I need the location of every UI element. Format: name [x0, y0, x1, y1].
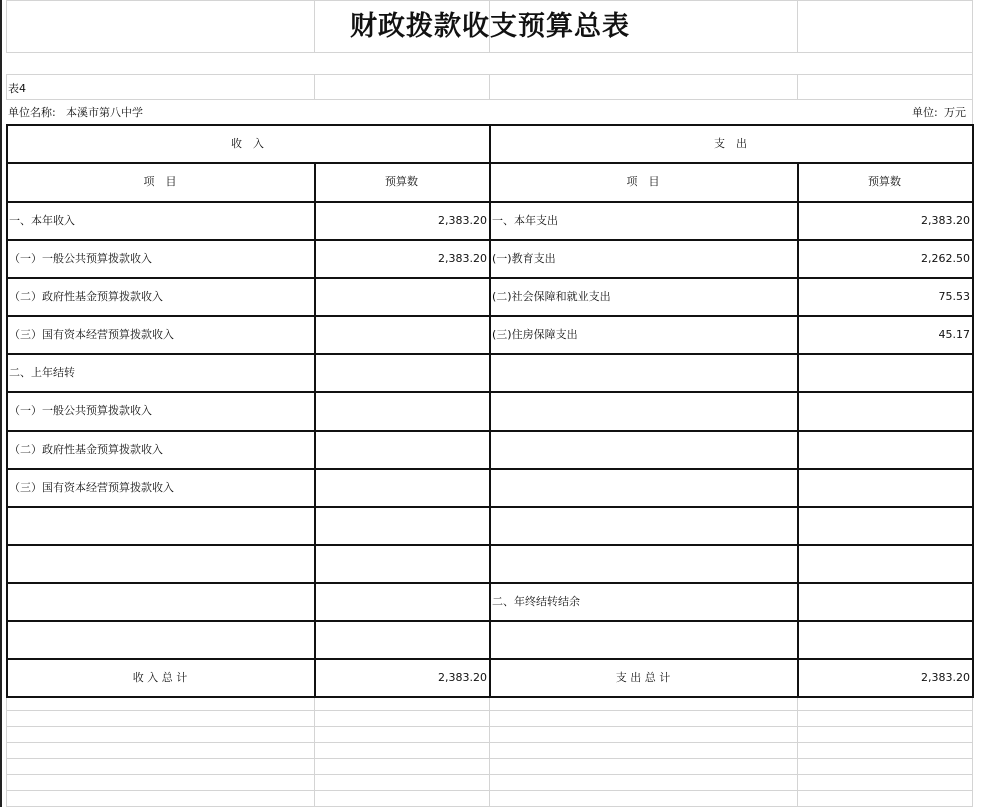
table-border-v [489, 124, 491, 698]
expense-value-cell: 2,262.50 [921, 252, 970, 265]
unit-label: 单位: [912, 106, 938, 119]
expense-item-cell: 二、年终结转结余 [492, 595, 580, 608]
sheet-left-edge [0, 0, 2, 807]
grid-line-v [6, 697, 7, 807]
income-item-header: 项 目 [143, 175, 177, 188]
expense-item-cell: (一)教育支出 [492, 252, 556, 265]
income-section-header: 收 入 [231, 137, 264, 150]
grid-line-v [314, 697, 315, 807]
income-total-label: 收 入 总 计 [132, 671, 188, 684]
expense-item-header: 项 目 [626, 175, 660, 188]
income-value-cell: 2,383.20 [438, 214, 487, 227]
grid-line-v [489, 74, 490, 99]
income-item-cell: 一、本年收入 [9, 214, 75, 227]
expense-item-cell: 一、本年支出 [492, 214, 558, 227]
expense-value-cell: 2,383.20 [921, 214, 970, 227]
table-border-v [972, 124, 974, 698]
table-border-v [797, 162, 799, 698]
grid-line-h [6, 99, 972, 100]
income-total-value: 2,383.20 [438, 671, 487, 684]
expense-value-cell: 45.17 [938, 328, 970, 341]
grid-line-v [797, 697, 798, 807]
expense-item-cell: (三)住房保障支出 [492, 328, 578, 341]
income-item-cell: （一）一般公共预算拨款收入 [9, 404, 152, 417]
unit-value: 万元 [944, 106, 966, 119]
grid-line-v [797, 74, 798, 99]
grid-line-h [6, 52, 972, 53]
grid-line-v [489, 697, 490, 807]
grid-line-v [314, 74, 315, 99]
income-item-cell: （二）政府性基金预算拨款收入 [9, 443, 163, 456]
page-title: 财政拨款收支预算总表 [350, 11, 630, 42]
expense-item-cell: (二)社会保障和就业支出 [492, 290, 611, 303]
expense-total-value: 2,383.20 [921, 671, 970, 684]
income-item-cell: （一）一般公共预算拨款收入 [9, 252, 152, 265]
income-budget-header: 预算数 [385, 175, 418, 188]
income-item-cell: （二）政府性基金预算拨款收入 [9, 290, 163, 303]
unit-name-value: 本溪市第八中学 [66, 106, 143, 119]
expense-total-label: 支 出 总 计 [615, 671, 671, 684]
income-item-cell: （三）国有资本经营预算拨款收入 [9, 328, 174, 341]
income-value-cell: 2,383.20 [438, 252, 487, 265]
income-item-cell: （三）国有资本经营预算拨款收入 [9, 481, 174, 494]
unit-name-label: 单位名称: [8, 106, 56, 119]
table-border-v [6, 124, 8, 698]
expense-budget-header: 预算数 [868, 175, 901, 188]
table-border-v [314, 162, 316, 698]
expense-value-cell: 75.53 [938, 290, 970, 303]
income-item-cell: 二、上年结转 [9, 366, 75, 379]
table-number: 表4 [8, 82, 26, 95]
expense-section-header: 支 出 [714, 137, 747, 150]
grid-line-v [6, 74, 7, 99]
